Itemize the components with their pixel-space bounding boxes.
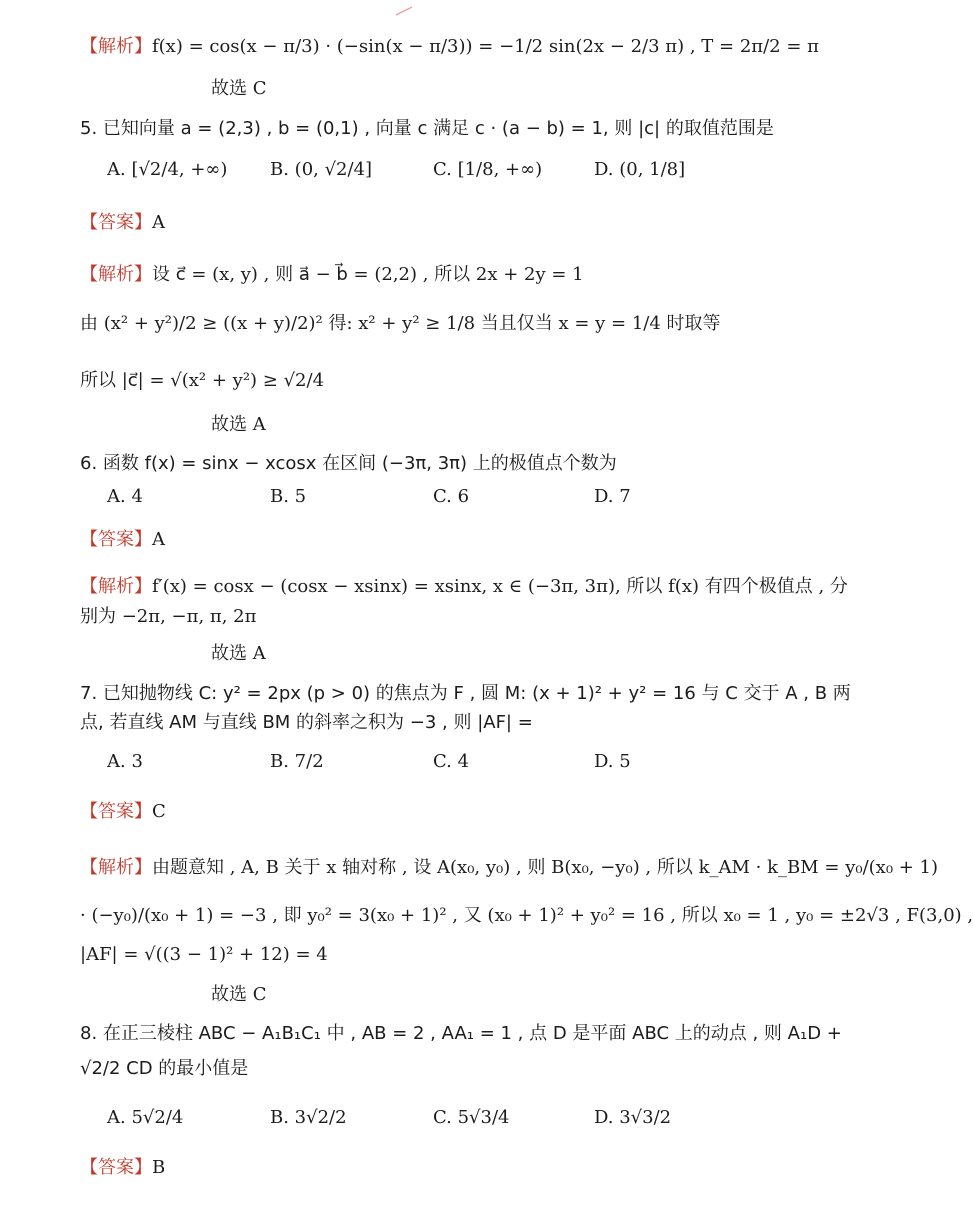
q6-answer-value: A [152,529,165,550]
q7-answer-value: C [152,801,166,822]
q7-options [0,742,868,782]
q7-stem-line-2: 点, 若直线 AM 与直线 BM 的斜率之积为 −3 , 则 |AF| = [80,712,533,733]
q5-analysis-line-3: 所以 |c⃗| = √(x² + y²) ≥ √2/4 [80,370,325,391]
q7-answer [80,799,166,825]
q7-analysis-text-1: 由题意知 , A, B 关于 x 轴对称 , 设 A(x₀, y₀) , 则 B(x₀, −y₀) , 所以 k_AM · k_BM = y₀/(x₀ + 1) [152,857,939,878]
q4-conclusion: 故选 C [211,78,267,99]
q8-option-b: B. 3√2/2 [270,1107,347,1128]
answer-tag: 【答案】 [80,801,152,822]
q6-options [0,477,868,517]
q7-analysis-line-3: |AF| = √((3 − 1)² + 12) = 4 [80,944,328,965]
q7-analysis-line-2: · (−y₀)/(x₀ + 1) = −3 , 即 y₀² = 3(x₀ + 1)² , 又 (x₀ + 1)² + y₀² = 16 , 所以 x₀ = 1 , y₀ = ±2√3 , F(3,0) , [80,905,973,926]
q7-option-b: B. 7/2 [270,751,324,772]
analysis-tag: 【解析】 [80,857,152,878]
q6-stem: 6. 函数 f(x) = sinx − xcosx 在区间 (−3π, 3π) 上的极值点个数为 [80,453,617,474]
answer-tag: 【答案】 [80,529,152,550]
q8-answer-value: B [152,1157,166,1178]
q8-option-d: D. 3√3/2 [594,1107,672,1128]
q5-options [0,150,868,190]
q5-option-b: B. (0, √2/4] [270,159,373,180]
q6-option-b: B. 5 [270,486,307,507]
q8-option-c: C. 5√3/4 [433,1107,510,1128]
answer-tag: 【答案】 [80,212,152,233]
pen-stroke-mark [395,6,413,16]
q5-option-a: A. [√2/4, +∞) [107,159,228,180]
q6-conclusion: 故选 A [211,643,266,664]
q5-analysis-text-1: 设 c⃗ = (x, y) , 则 a⃗ − b⃗ = (2,2) , 所以 2x + 2y = 1 [152,264,584,285]
q5-answer-value: A [152,212,165,233]
q5-option-d: D. (0, 1/8] [594,159,686,180]
q7-conclusion: 故选 C [211,984,267,1005]
q6-answer [80,527,165,553]
q7-analysis-line-1 [80,855,938,881]
q6-analysis-text-1: f′(x) = cosx − (cosx − xsinx) = xsinx, x ∈ (−3π, 3π), 所以 f(x) 有四个极值点 , 分 [152,576,848,597]
q6-analysis-line-2: 别为 −2π, −π, π, 2π [80,606,257,627]
q5-option-c: C. [1/8, +∞) [433,159,543,180]
q5-analysis-line-1 [80,262,584,288]
q7-stem-line-1: 7. 已知抛物线 C: y² = 2px (p > 0) 的焦点为 F , 圆 M: (x + 1)² + y² = 16 与 C 交于 A , B 两 [80,683,851,704]
q8-answer [80,1155,165,1181]
q7-option-c: C. 4 [433,751,470,772]
q5-stem: 5. 已知向量 a = (2,3) , b = (0,1) , 向量 c 满足 c · (a − b) = 1, 则 |c| 的取值范围是 [80,118,774,139]
q7-option-a: A. 3 [107,751,143,772]
q8-option-a: A. 5√2/4 [107,1107,184,1128]
q5-analysis-line-2: 由 (x² + y²)/2 ≥ ((x + y)/2)² 得: x² + y² ≥ 1/8 当且仅当 x = y = 1/4 时取等 [80,313,721,334]
q4-analysis-text: f(x) = cos(x − π/3) · (−sin(x − π/3)) = −1/2 sin(2x − 2/3 π) , T = 2π/2 = π [152,36,819,57]
answer-tag: 【答案】 [80,1157,152,1178]
q6-analysis-line-1 [80,574,848,600]
q8-options [0,1098,868,1138]
q6-option-d: D. 7 [594,486,631,507]
q7-option-d: D. 5 [594,751,631,772]
q6-option-a: A. 4 [107,486,143,507]
q4-analysis [80,34,819,60]
q5-answer [80,210,165,236]
analysis-tag: 【解析】 [80,36,152,57]
q8-stem-line-2: √2/2 CD 的最小值是 [80,1058,249,1079]
q8-stem-line-1: 8. 在正三棱柱 ABC − A₁B₁C₁ 中 , AB = 2 , AA₁ = 1 , 点 D 是平面 ABC 上的动点 , 则 A₁D + [80,1023,842,1044]
analysis-tag: 【解析】 [80,576,152,597]
q5-conclusion: 故选 A [211,414,266,435]
q6-option-c: C. 6 [433,486,470,507]
analysis-tag: 【解析】 [80,264,152,285]
